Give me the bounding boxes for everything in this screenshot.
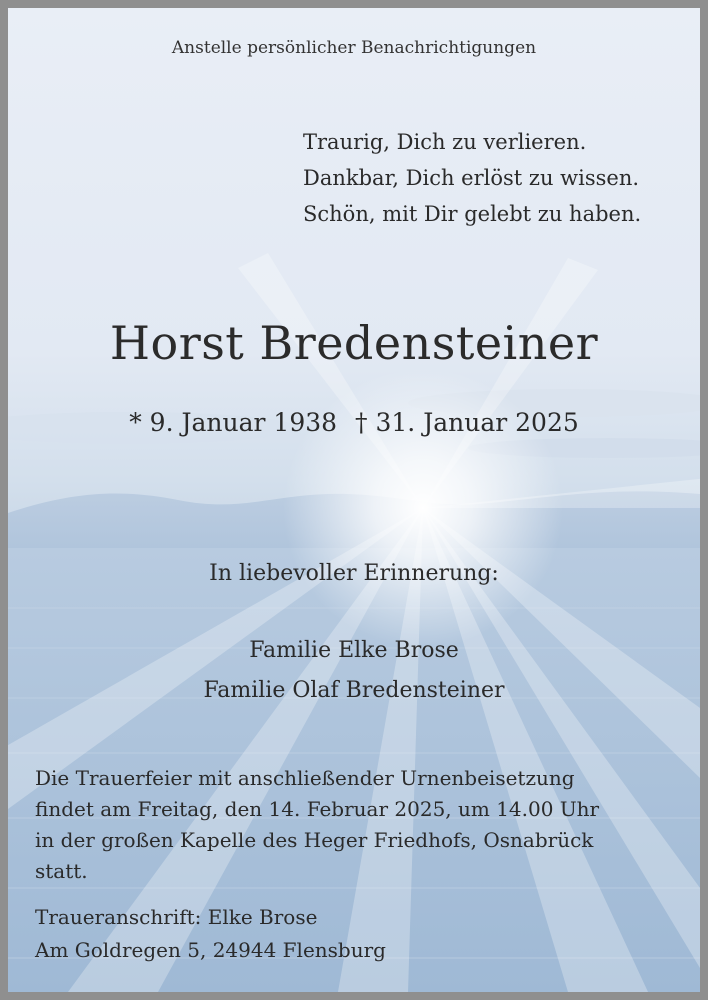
verse-line: Schön, mit Dir gelebt zu haben.: [303, 202, 642, 226]
address-line: Am Goldregen 5, 24944 Flensburg: [35, 938, 386, 962]
memorial-verse: [303, 124, 641, 232]
funeral-service-info: [35, 763, 599, 887]
service-line: statt.: [35, 859, 88, 883]
verse-line: Dankbar, Dich erlöst zu wissen.: [303, 166, 640, 190]
notification-note: Anstelle persönlicher Benachrichtigungen: [171, 38, 537, 58]
memory-line: In liebevoller Erinnerung:: [209, 561, 499, 586]
address-line: Traueranschrift: Elke Brose: [35, 905, 318, 929]
mourning-address: [35, 901, 386, 967]
service-line: Die Trauerfeier mit anschließender Urnenbeisetzung: [35, 766, 575, 790]
mourning-families: [8, 631, 700, 711]
obituary-card: [8, 8, 700, 992]
life-dates: [8, 408, 700, 437]
service-line: findet am Freitag, den 14. Februar 2025, um 14.00 Uhr: [35, 797, 600, 821]
verse-line: Traurig, Dich zu verlieren.: [303, 130, 587, 154]
death-date: † 31. Januar 2025: [355, 408, 579, 437]
family-name: Familie Elke Brose: [249, 638, 459, 663]
deceased-name: Horst Bredensteiner: [109, 316, 599, 370]
family-name: Familie Olaf Bredensteiner: [203, 678, 505, 703]
birth-date: * 9. Januar 1938: [129, 408, 338, 437]
service-line: in der großen Kapelle des Heger Friedhofs, Osnabrück: [35, 828, 594, 852]
